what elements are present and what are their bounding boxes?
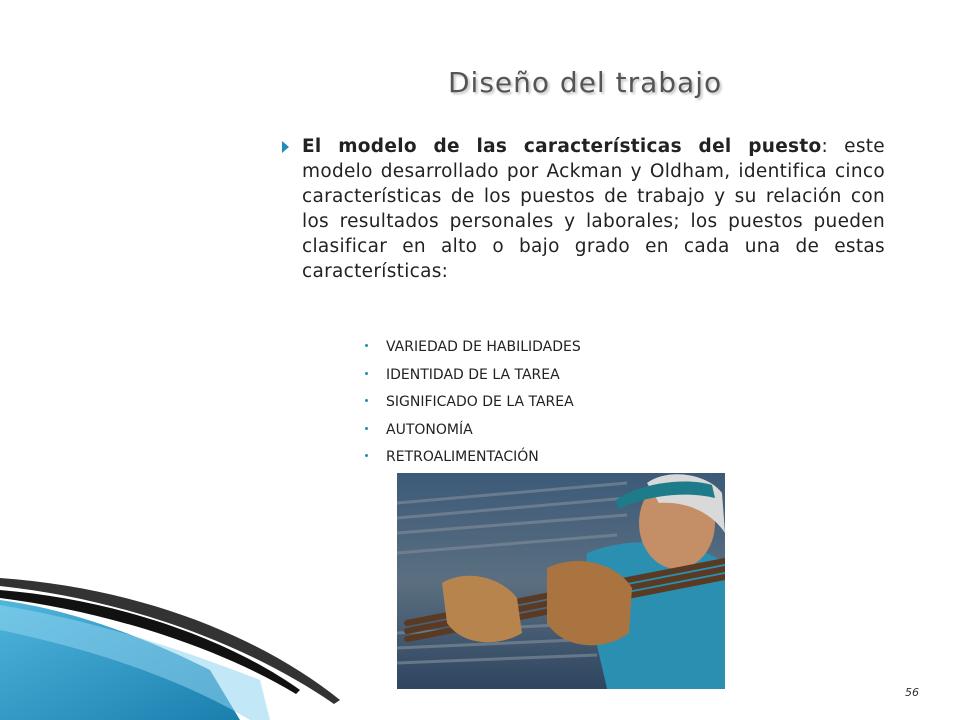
bullet-dot-icon	[365, 399, 368, 402]
bullet-paragraph	[302, 134, 885, 284]
bullet-dot-icon	[365, 372, 368, 375]
bullet-dot-icon	[365, 427, 368, 430]
slide-title: Diseño del trabajo	[448, 66, 723, 99]
decorative-wave	[0, 560, 400, 720]
bullet-arrow-icon	[282, 141, 289, 153]
page-number: 56	[905, 686, 919, 699]
bullet-bold-text: El modelo de las características del puesto	[302, 136, 822, 157]
worker-photo	[397, 473, 725, 689]
bullet-rest-text: : este modelo desarrollado por Ackman y Oldham, identifica cinco características de los puestos de trabajo y su relación con los resultados personales y laborales; los puestos pueden clasificar en alto o bajo grado en cada una de estas características:	[302, 136, 885, 282]
bullet-dot-icon	[365, 344, 368, 347]
bullet-dot-icon	[365, 454, 368, 457]
